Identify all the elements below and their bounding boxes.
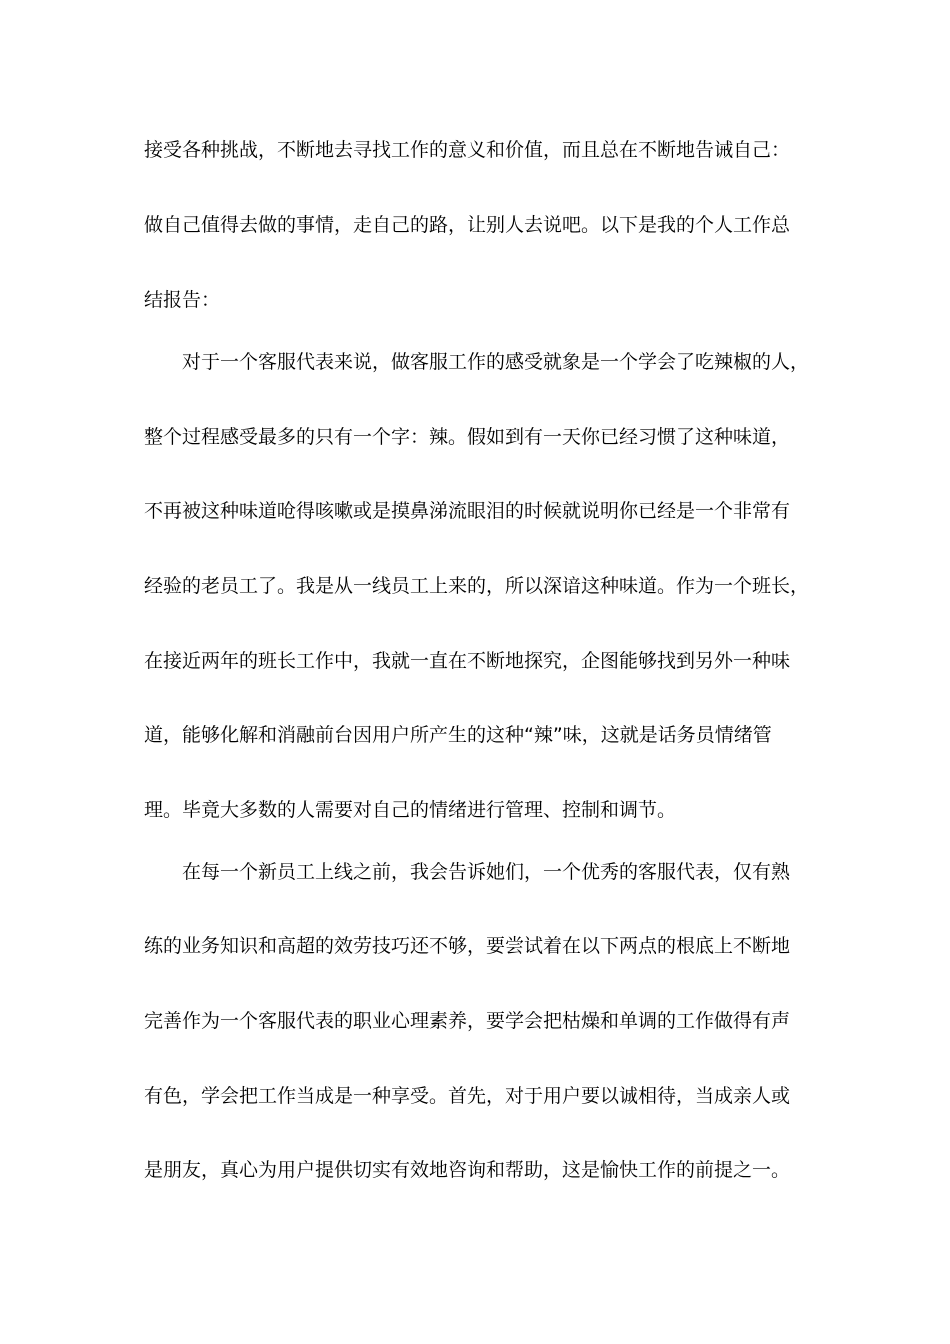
text-line: 理。毕竟大多数的人需要对自己的情绪进行管理、控制和调节。 (144, 799, 677, 821)
text-line: 做自己值得去做的事情，走自己的路，让别人去说吧。以下是我的个人工作总 (144, 214, 791, 236)
text-line: 结报告： (144, 289, 221, 311)
text-line: 接受各种挑战，不断地去寻找工作的意义和价值，而且总在不断地告诫自己： (144, 139, 791, 161)
text-line: 经验的老员工了。我是从一线员工上来的，所以深谙这种味道。作为一个班长， (144, 575, 810, 597)
paragraph-start-line: 对于一个客服代表来说，做客服工作的感受就象是一个学会了吃辣椒的人， (182, 351, 810, 373)
text-line: 是朋友，真心为用户提供切实有效地咨询和帮助，这是愉快工作的前提之一。 (144, 1159, 791, 1181)
text-line: 道，能够化解和消融前台因用户所产生的这种“辣”味，这就是话务员情绪管 (144, 724, 772, 746)
text-line: 不再被这种味道呛得咳嗽或是摸鼻涕流眼泪的时候就说明你已经是一个非常有 (144, 500, 791, 522)
text-line: 整个过程感受最多的只有一个字：辣。假如到有一天你已经习惯了这种味道， (144, 426, 791, 448)
text-line: 有色，学会把工作当成是一种享受。首先，对于用户要以诚相待，当成亲人或 (144, 1085, 791, 1107)
text-line: 完善作为一个客服代表的职业心理素养，要学会把枯燥和单调的工作做得有声 (144, 1010, 791, 1032)
text-line: 练的业务知识和高超的效劳技巧还不够，要尝试着在以下两点的根底上不断地 (144, 935, 791, 957)
text-line: 在接近两年的班长工作中，我就一直在不断地探究，企图能够找到另外一种味 (144, 650, 791, 672)
paragraph-start-line: 在每一个新员工上线之前，我会告诉她们，一个优秀的客服代表，仅有熟 (182, 861, 791, 883)
